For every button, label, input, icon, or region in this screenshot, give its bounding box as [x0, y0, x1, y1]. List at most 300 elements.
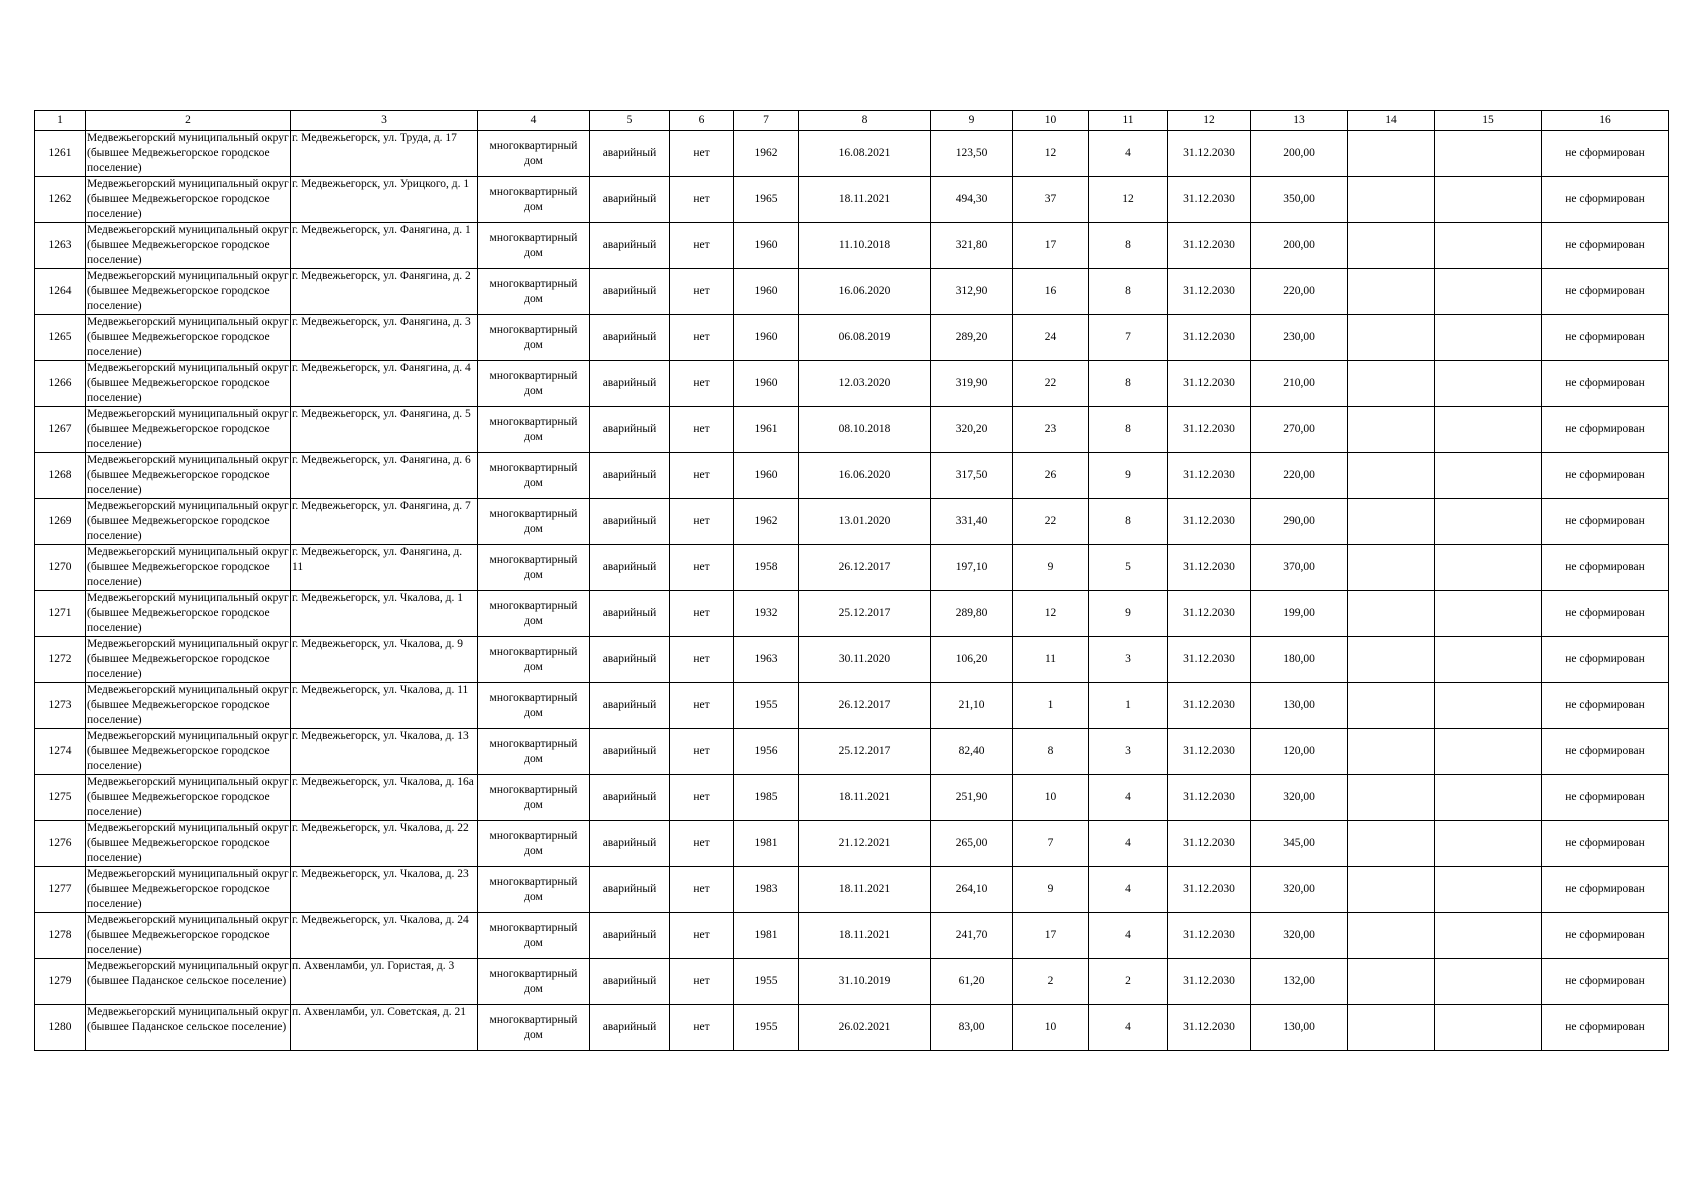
table-cell-col-4: многоквартирный дом	[478, 729, 590, 775]
table-cell-col-4: многоквартирный дом	[478, 407, 590, 453]
table-cell-col-4: многоквартирный дом	[478, 959, 590, 1005]
table-row	[35, 499, 1669, 545]
table-cell-col-13: 345,00	[1251, 821, 1348, 867]
table-cell-col-1: 1274	[35, 729, 86, 775]
table-cell-col-3: г. Медвежьегорск, ул. Фанягина, д. 3	[291, 315, 478, 361]
table-cell-col-13: 270,00	[1251, 407, 1348, 453]
table-cell-col-15	[1435, 499, 1542, 545]
column-header-3: 3	[291, 111, 478, 131]
table-cell-col-16: не сформирован	[1542, 637, 1669, 683]
table-cell-col-1: 1272	[35, 637, 86, 683]
table-cell-col-11: 8	[1089, 407, 1168, 453]
column-header-8: 8	[799, 111, 931, 131]
table-cell-col-15	[1435, 407, 1542, 453]
table-cell-col-12: 31.12.2030	[1168, 959, 1251, 1005]
table-cell-col-10: 2	[1013, 959, 1089, 1005]
table-cell-col-10: 11	[1013, 637, 1089, 683]
table-cell-col-8: 26.12.2017	[799, 545, 931, 591]
table-cell-col-16: не сформирован	[1542, 821, 1669, 867]
table-cell-col-8: 08.10.2018	[799, 407, 931, 453]
table-cell-col-12: 31.12.2030	[1168, 1005, 1251, 1051]
table-cell-col-3: г. Медвежьегорск, ул. Урицкого, д. 1	[291, 177, 478, 223]
table-cell-col-7: 1960	[734, 269, 799, 315]
table-cell-col-5: аварийный	[590, 821, 670, 867]
table-cell-col-3: г. Медвежьегорск, ул. Чкалова, д. 16а	[291, 775, 478, 821]
table-cell-col-16: не сформирован	[1542, 545, 1669, 591]
table-row	[35, 131, 1669, 177]
table-cell-col-15	[1435, 637, 1542, 683]
table-cell-col-9: 21,10	[931, 683, 1013, 729]
table-cell-col-9: 82,40	[931, 729, 1013, 775]
table-cell-col-4: многоквартирный дом	[478, 453, 590, 499]
table-row	[35, 775, 1669, 821]
table-cell-col-5: аварийный	[590, 959, 670, 1005]
table-cell-col-16: не сформирован	[1542, 499, 1669, 545]
column-header-13: 13	[1251, 111, 1348, 131]
table-cell-col-9: 251,90	[931, 775, 1013, 821]
table-cell-col-7: 1960	[734, 453, 799, 499]
table-cell-col-11: 4	[1089, 913, 1168, 959]
table-cell-col-1: 1273	[35, 683, 86, 729]
table-cell-col-10: 22	[1013, 361, 1089, 407]
table-cell-col-2: Медвежьегорский муниципальный округ (бывшее Паданское сельское поселение)	[86, 959, 291, 1005]
table-cell-col-14	[1348, 269, 1435, 315]
table-cell-col-16: не сформирован	[1542, 867, 1669, 913]
table-cell-col-11: 8	[1089, 223, 1168, 269]
table-cell-col-1: 1262	[35, 177, 86, 223]
table-cell-col-1: 1265	[35, 315, 86, 361]
table-header	[35, 111, 1669, 131]
table-cell-col-12: 31.12.2030	[1168, 867, 1251, 913]
table-cell-col-16: не сформирован	[1542, 177, 1669, 223]
table-cell-col-4: многоквартирный дом	[478, 499, 590, 545]
table-cell-col-9: 106,20	[931, 637, 1013, 683]
table-cell-col-11: 2	[1089, 959, 1168, 1005]
table-cell-col-10: 12	[1013, 591, 1089, 637]
table-cell-col-1: 1275	[35, 775, 86, 821]
table-cell-col-11: 4	[1089, 131, 1168, 177]
table-cell-col-14	[1348, 1005, 1435, 1051]
table-cell-col-12: 31.12.2030	[1168, 683, 1251, 729]
table-cell-col-7: 1983	[734, 867, 799, 913]
table-cell-col-7: 1981	[734, 913, 799, 959]
table-cell-col-7: 1960	[734, 223, 799, 269]
table-cell-col-6: нет	[670, 499, 734, 545]
table-cell-col-3: п. Ахвенламби, ул. Гористая, д. 3	[291, 959, 478, 1005]
table-cell-col-13: 320,00	[1251, 913, 1348, 959]
table-cell-col-5: аварийный	[590, 591, 670, 637]
table-cell-col-14	[1348, 131, 1435, 177]
table-cell-col-13: 320,00	[1251, 775, 1348, 821]
column-header-4: 4	[478, 111, 590, 131]
table-cell-col-4: многоквартирный дом	[478, 821, 590, 867]
table-cell-col-2: Медвежьегорский муниципальный округ (бывшее Медвежьегорское городское поселение)	[86, 867, 291, 913]
table-cell-col-12: 31.12.2030	[1168, 913, 1251, 959]
table-cell-col-9: 83,00	[931, 1005, 1013, 1051]
table-cell-col-9: 289,20	[931, 315, 1013, 361]
table-cell-col-15	[1435, 683, 1542, 729]
table-row	[35, 223, 1669, 269]
table-cell-col-15	[1435, 361, 1542, 407]
table-cell-col-14	[1348, 637, 1435, 683]
column-header-1: 1	[35, 111, 86, 131]
table-cell-col-16: не сформирован	[1542, 361, 1669, 407]
table-cell-col-14	[1348, 315, 1435, 361]
table-cell-col-13: 370,00	[1251, 545, 1348, 591]
table-cell-col-13: 210,00	[1251, 361, 1348, 407]
table-cell-col-16: не сформирован	[1542, 729, 1669, 775]
table-cell-col-10: 23	[1013, 407, 1089, 453]
table-row	[35, 361, 1669, 407]
table-cell-col-13: 200,00	[1251, 131, 1348, 177]
table-cell-col-6: нет	[670, 775, 734, 821]
table-cell-col-4: многоквартирный дом	[478, 1005, 590, 1051]
table-cell-col-8: 26.12.2017	[799, 683, 931, 729]
table-cell-col-11: 3	[1089, 637, 1168, 683]
table-cell-col-5: аварийный	[590, 1005, 670, 1051]
table-cell-col-15	[1435, 821, 1542, 867]
table-cell-col-8: 18.11.2021	[799, 913, 931, 959]
table-cell-col-2: Медвежьегорский муниципальный округ (бывшее Медвежьегорское городское поселение)	[86, 453, 291, 499]
column-header-6: 6	[670, 111, 734, 131]
table-cell-col-14	[1348, 821, 1435, 867]
table-cell-col-8: 16.08.2021	[799, 131, 931, 177]
table-cell-col-12: 31.12.2030	[1168, 223, 1251, 269]
table-cell-col-2: Медвежьегорский муниципальный округ (бывшее Медвежьегорское городское поселение)	[86, 591, 291, 637]
table-cell-col-2: Медвежьегорский муниципальный округ (бывшее Медвежьегорское городское поселение)	[86, 821, 291, 867]
table-cell-col-5: аварийный	[590, 315, 670, 361]
table-cell-col-13: 120,00	[1251, 729, 1348, 775]
table-cell-col-12: 31.12.2030	[1168, 453, 1251, 499]
table-cell-col-13: 180,00	[1251, 637, 1348, 683]
table-cell-col-10: 37	[1013, 177, 1089, 223]
table-cell-col-7: 1932	[734, 591, 799, 637]
table-cell-col-3: г. Медвежьегорск, ул. Фанягина, д. 6	[291, 453, 478, 499]
table-cell-col-12: 31.12.2030	[1168, 177, 1251, 223]
table-cell-col-14	[1348, 959, 1435, 1005]
table-cell-col-1: 1263	[35, 223, 86, 269]
table-cell-col-6: нет	[670, 545, 734, 591]
table-cell-col-4: многоквартирный дом	[478, 361, 590, 407]
column-header-5: 5	[590, 111, 670, 131]
table-cell-col-6: нет	[670, 591, 734, 637]
table-cell-col-15	[1435, 775, 1542, 821]
table-cell-col-15	[1435, 591, 1542, 637]
table-cell-col-15	[1435, 131, 1542, 177]
table-cell-col-2: Медвежьегорский муниципальный округ (бывшее Медвежьегорское городское поселение)	[86, 637, 291, 683]
table-cell-col-7: 1963	[734, 637, 799, 683]
table-cell-col-8: 18.11.2021	[799, 867, 931, 913]
table-cell-col-8: 11.10.2018	[799, 223, 931, 269]
table-row	[35, 407, 1669, 453]
table-cell-col-6: нет	[670, 131, 734, 177]
table-cell-col-14	[1348, 867, 1435, 913]
table-cell-col-10: 9	[1013, 867, 1089, 913]
table-cell-col-2: Медвежьегорский муниципальный округ (бывшее Паданское сельское поселение)	[86, 1005, 291, 1051]
table-cell-col-6: нет	[670, 361, 734, 407]
table-row	[35, 867, 1669, 913]
table-cell-col-13: 290,00	[1251, 499, 1348, 545]
table-cell-col-5: аварийный	[590, 729, 670, 775]
table-cell-col-16: не сформирован	[1542, 453, 1669, 499]
table-cell-col-6: нет	[670, 959, 734, 1005]
table-cell-col-2: Медвежьегорский муниципальный округ (бывшее Медвежьегорское городское поселение)	[86, 545, 291, 591]
table-cell-col-5: аварийный	[590, 453, 670, 499]
table-cell-col-4: многоквартирный дом	[478, 867, 590, 913]
table-cell-col-12: 31.12.2030	[1168, 545, 1251, 591]
table-cell-col-4: многоквартирный дом	[478, 683, 590, 729]
table-cell-col-14	[1348, 683, 1435, 729]
table-cell-col-7: 1985	[734, 775, 799, 821]
table-cell-col-12: 31.12.2030	[1168, 361, 1251, 407]
column-header-10: 10	[1013, 111, 1089, 131]
table-cell-col-7: 1960	[734, 361, 799, 407]
table-cell-col-12: 31.12.2030	[1168, 499, 1251, 545]
table-cell-col-4: многоквартирный дом	[478, 913, 590, 959]
table-cell-col-9: 494,30	[931, 177, 1013, 223]
table-row	[35, 1005, 1669, 1051]
table-cell-col-6: нет	[670, 269, 734, 315]
table-cell-col-3: г. Медвежьегорск, ул. Чкалова, д. 24	[291, 913, 478, 959]
table-cell-col-5: аварийный	[590, 775, 670, 821]
table-cell-col-16: не сформирован	[1542, 131, 1669, 177]
table-body	[35, 131, 1669, 1051]
table-cell-col-8: 06.08.2019	[799, 315, 931, 361]
table-cell-col-16: не сформирован	[1542, 407, 1669, 453]
table-cell-col-6: нет	[670, 223, 734, 269]
table-cell-col-16: не сформирован	[1542, 1005, 1669, 1051]
table-cell-col-2: Медвежьегорский муниципальный округ (бывшее Медвежьегорское городское поселение)	[86, 315, 291, 361]
column-header-11: 11	[1089, 111, 1168, 131]
table-cell-col-13: 230,00	[1251, 315, 1348, 361]
table-cell-col-13: 130,00	[1251, 683, 1348, 729]
table-cell-col-6: нет	[670, 407, 734, 453]
table-cell-col-14	[1348, 591, 1435, 637]
table-cell-col-4: многоквартирный дом	[478, 269, 590, 315]
table-cell-col-10: 9	[1013, 545, 1089, 591]
table-cell-col-10: 26	[1013, 453, 1089, 499]
table-cell-col-10: 17	[1013, 223, 1089, 269]
table-cell-col-8: 13.01.2020	[799, 499, 931, 545]
table-cell-col-4: многоквартирный дом	[478, 131, 590, 177]
table-cell-col-9: 265,00	[931, 821, 1013, 867]
table-cell-col-13: 132,00	[1251, 959, 1348, 1005]
table-cell-col-3: г. Медвежьегорск, ул. Чкалова, д. 13	[291, 729, 478, 775]
table-cell-col-15	[1435, 545, 1542, 591]
table-cell-col-3: г. Медвежьегорск, ул. Чкалова, д. 23	[291, 867, 478, 913]
table-cell-col-2: Медвежьегорский муниципальный округ (бывшее Медвежьегорское городское поселение)	[86, 269, 291, 315]
table-cell-col-6: нет	[670, 729, 734, 775]
table-cell-col-1: 1271	[35, 591, 86, 637]
table-cell-col-3: п. Ахвенламби, ул. Советская, д. 21	[291, 1005, 478, 1051]
table-cell-col-10: 10	[1013, 1005, 1089, 1051]
table-cell-col-7: 1962	[734, 499, 799, 545]
table-cell-col-13: 200,00	[1251, 223, 1348, 269]
table-cell-col-8: 25.12.2017	[799, 729, 931, 775]
table-cell-col-10: 22	[1013, 499, 1089, 545]
table-cell-col-14	[1348, 545, 1435, 591]
table-cell-col-5: аварийный	[590, 545, 670, 591]
table-cell-col-11: 7	[1089, 315, 1168, 361]
table-cell-col-3: г. Медвежьегорск, ул. Чкалова, д. 22	[291, 821, 478, 867]
table-cell-col-16: не сформирован	[1542, 775, 1669, 821]
table-cell-col-5: аварийный	[590, 683, 670, 729]
table-cell-col-15	[1435, 453, 1542, 499]
table-cell-col-12: 31.12.2030	[1168, 407, 1251, 453]
table-cell-col-8: 18.11.2021	[799, 775, 931, 821]
column-number-row	[35, 111, 1669, 131]
table-cell-col-8: 30.11.2020	[799, 637, 931, 683]
table-cell-col-12: 31.12.2030	[1168, 591, 1251, 637]
table-cell-col-7: 1955	[734, 1005, 799, 1051]
table-cell-col-1: 1267	[35, 407, 86, 453]
table-cell-col-10: 12	[1013, 131, 1089, 177]
table-cell-col-9: 312,90	[931, 269, 1013, 315]
table-cell-col-5: аварийный	[590, 177, 670, 223]
table-cell-col-2: Медвежьегорский муниципальный округ (бывшее Медвежьегорское городское поселение)	[86, 499, 291, 545]
table-cell-col-1: 1277	[35, 867, 86, 913]
table-row	[35, 591, 1669, 637]
table-cell-col-10: 10	[1013, 775, 1089, 821]
table-cell-col-14	[1348, 223, 1435, 269]
table-cell-col-9: 320,20	[931, 407, 1013, 453]
table-cell-col-1: 1276	[35, 821, 86, 867]
table-cell-col-1: 1279	[35, 959, 86, 1005]
table-cell-col-5: аварийный	[590, 269, 670, 315]
table-cell-col-4: многоквартирный дом	[478, 591, 590, 637]
table-cell-col-8: 21.12.2021	[799, 821, 931, 867]
table-cell-col-5: аварийный	[590, 223, 670, 269]
column-header-12: 12	[1168, 111, 1251, 131]
table-cell-col-8: 18.11.2021	[799, 177, 931, 223]
table-cell-col-5: аварийный	[590, 499, 670, 545]
table-cell-col-10: 24	[1013, 315, 1089, 361]
table-cell-col-12: 31.12.2030	[1168, 131, 1251, 177]
table-cell-col-7: 1956	[734, 729, 799, 775]
table-row	[35, 453, 1669, 499]
table-cell-col-2: Медвежьегорский муниципальный округ (бывшее Медвежьегорское городское поселение)	[86, 361, 291, 407]
table-cell-col-7: 1958	[734, 545, 799, 591]
table-cell-col-9: 317,50	[931, 453, 1013, 499]
table-cell-col-15	[1435, 867, 1542, 913]
table-cell-col-1: 1261	[35, 131, 86, 177]
table-cell-col-3: г. Медвежьегорск, ул. Фанягина, д. 4	[291, 361, 478, 407]
table-cell-col-16: не сформирован	[1542, 315, 1669, 361]
column-header-2: 2	[86, 111, 291, 131]
table-cell-col-6: нет	[670, 1005, 734, 1051]
table-cell-col-1: 1280	[35, 1005, 86, 1051]
table-row	[35, 545, 1669, 591]
table-cell-col-16: не сформирован	[1542, 683, 1669, 729]
table-cell-col-11: 4	[1089, 1005, 1168, 1051]
table-cell-col-1: 1278	[35, 913, 86, 959]
table-cell-col-4: многоквартирный дом	[478, 177, 590, 223]
table-cell-col-1: 1264	[35, 269, 86, 315]
table-cell-col-11: 9	[1089, 453, 1168, 499]
table-cell-col-7: 1965	[734, 177, 799, 223]
table-row	[35, 821, 1669, 867]
table-cell-col-2: Медвежьегорский муниципальный округ (бывшее Медвежьегорское городское поселение)	[86, 775, 291, 821]
table-cell-col-11: 8	[1089, 361, 1168, 407]
table-cell-col-14	[1348, 361, 1435, 407]
table-cell-col-3: г. Медвежьегорск, ул. Труда, д. 17	[291, 131, 478, 177]
table-cell-col-7: 1981	[734, 821, 799, 867]
table-cell-col-3: г. Медвежьегорск, ул. Фанягина, д. 2	[291, 269, 478, 315]
table-cell-col-15	[1435, 1005, 1542, 1051]
table-cell-col-4: многоквартирный дом	[478, 545, 590, 591]
table-row	[35, 959, 1669, 1005]
table-cell-col-13: 220,00	[1251, 453, 1348, 499]
table-cell-col-12: 31.12.2030	[1168, 821, 1251, 867]
table-cell-col-1: 1268	[35, 453, 86, 499]
table-cell-col-9: 123,50	[931, 131, 1013, 177]
table-row	[35, 177, 1669, 223]
table-cell-col-9: 321,80	[931, 223, 1013, 269]
table-cell-col-8: 16.06.2020	[799, 269, 931, 315]
table-row	[35, 729, 1669, 775]
table-cell-col-5: аварийный	[590, 637, 670, 683]
table-cell-col-6: нет	[670, 913, 734, 959]
table-cell-col-14	[1348, 913, 1435, 959]
table-cell-col-8: 25.12.2017	[799, 591, 931, 637]
table-cell-col-15	[1435, 959, 1542, 1005]
table-cell-col-16: не сформирован	[1542, 223, 1669, 269]
column-header-15: 15	[1435, 111, 1542, 131]
table-cell-col-12: 31.12.2030	[1168, 269, 1251, 315]
table-cell-col-6: нет	[670, 821, 734, 867]
table-cell-col-10: 17	[1013, 913, 1089, 959]
table-cell-col-15	[1435, 177, 1542, 223]
table-cell-col-6: нет	[670, 453, 734, 499]
table-cell-col-5: аварийный	[590, 913, 670, 959]
table-cell-col-6: нет	[670, 177, 734, 223]
table-row	[35, 683, 1669, 729]
table-cell-col-1: 1269	[35, 499, 86, 545]
table-cell-col-2: Медвежьегорский муниципальный округ (бывшее Медвежьегорское городское поселение)	[86, 683, 291, 729]
table-cell-col-14	[1348, 499, 1435, 545]
column-header-14: 14	[1348, 111, 1435, 131]
table-cell-col-11: 9	[1089, 591, 1168, 637]
table-cell-col-13: 220,00	[1251, 269, 1348, 315]
table-cell-col-5: аварийный	[590, 867, 670, 913]
table-row	[35, 913, 1669, 959]
table-cell-col-4: многоквартирный дом	[478, 775, 590, 821]
table-cell-col-15	[1435, 729, 1542, 775]
table-cell-col-9: 197,10	[931, 545, 1013, 591]
table-cell-col-7: 1961	[734, 407, 799, 453]
column-header-9: 9	[931, 111, 1013, 131]
table-cell-col-5: аварийный	[590, 361, 670, 407]
table-cell-col-16: не сформирован	[1542, 959, 1669, 1005]
table-cell-col-16: не сформирован	[1542, 591, 1669, 637]
table-cell-col-14	[1348, 775, 1435, 821]
table-cell-col-7: 1955	[734, 683, 799, 729]
table-cell-col-10: 7	[1013, 821, 1089, 867]
table-cell-col-9: 241,70	[931, 913, 1013, 959]
table-cell-col-10: 1	[1013, 683, 1089, 729]
table-cell-col-14	[1348, 177, 1435, 223]
table-cell-col-1: 1266	[35, 361, 86, 407]
table-cell-col-12: 31.12.2030	[1168, 729, 1251, 775]
table-cell-col-11: 4	[1089, 867, 1168, 913]
table-cell-col-3: г. Медвежьегорск, ул. Чкалова, д. 1	[291, 591, 478, 637]
table-cell-col-1: 1270	[35, 545, 86, 591]
table-row	[35, 269, 1669, 315]
table-cell-col-6: нет	[670, 867, 734, 913]
table-cell-col-5: аварийный	[590, 131, 670, 177]
table-cell-col-9: 331,40	[931, 499, 1013, 545]
table-cell-col-6: нет	[670, 683, 734, 729]
